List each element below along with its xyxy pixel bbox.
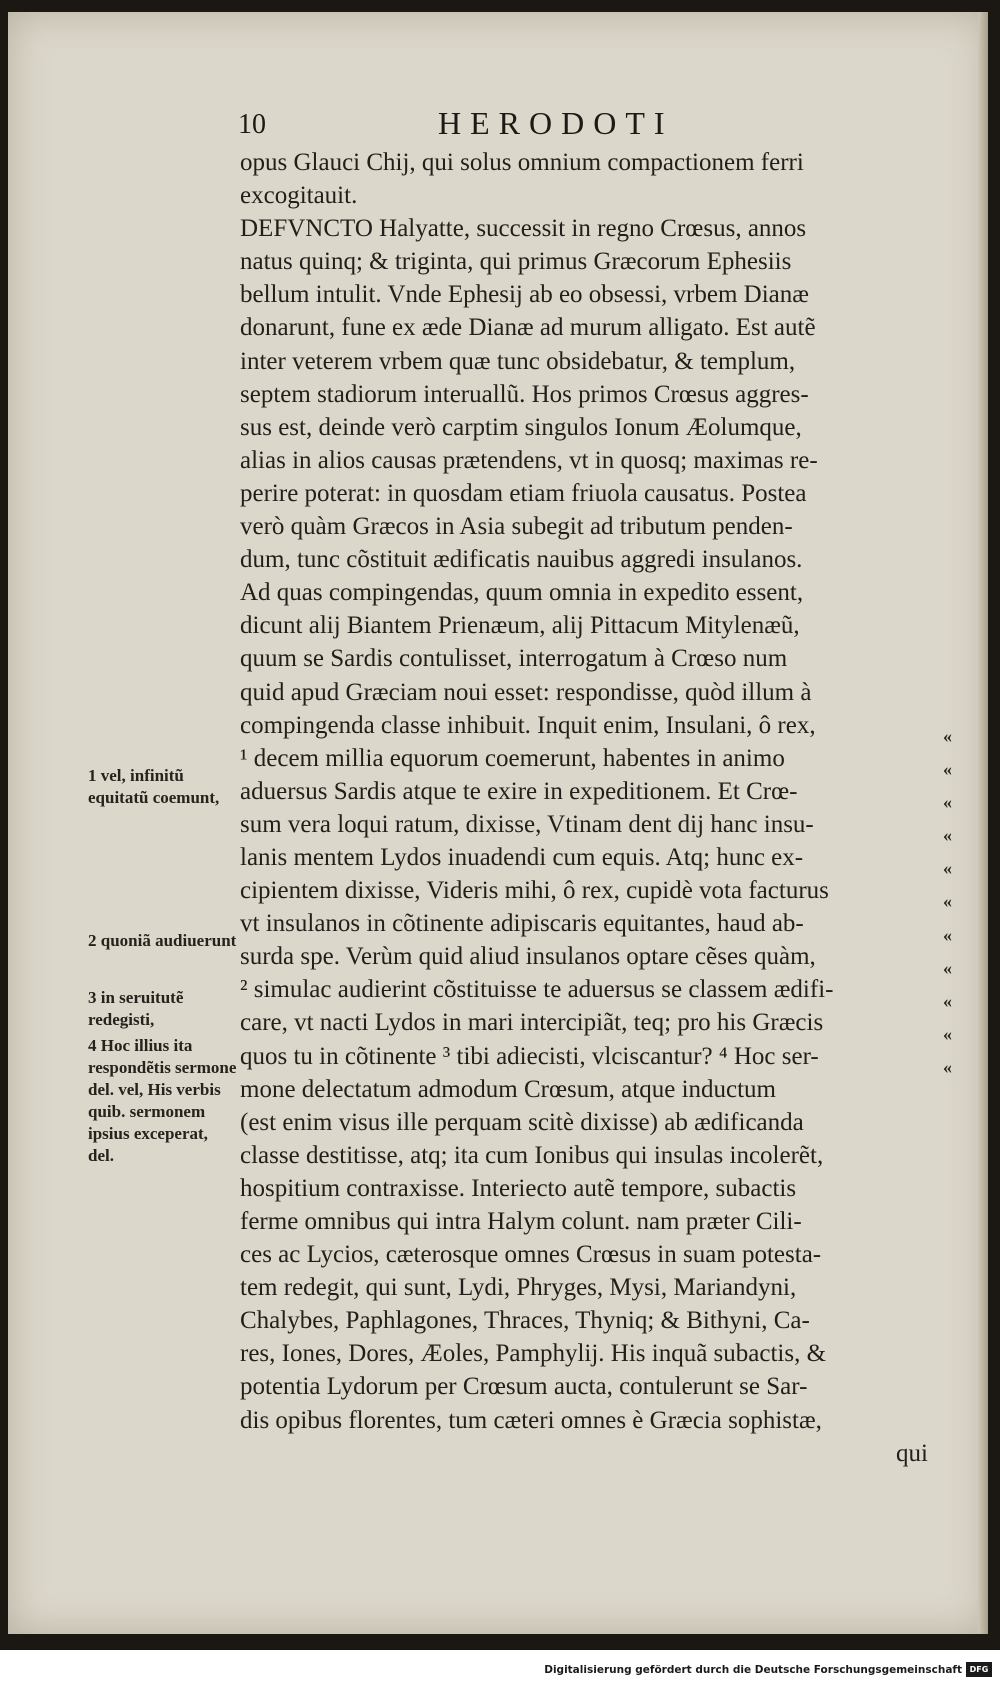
text-line: compingenda classe inhibuit. Inquit enim, Insulani, ô rex,: [240, 711, 816, 739]
quotation-marks-column: [943, 720, 963, 1084]
text-line: vt insulanos in cõtinente adipiscaris equitantes, haud ab-: [240, 910, 804, 938]
margin-note-1: 1 vel, infinitũ equitatũ coemunt,: [88, 766, 220, 807]
text-line: excogitauit.: [240, 182, 358, 210]
page-edge: [978, 12, 988, 1634]
text-line: potentia Lydorum per Crœsum aucta, contulerunt se Sar-: [240, 1373, 808, 1401]
quotation-mark: «: [943, 924, 952, 945]
text-line: lanis mentem Lydos inuadendi cum equis. Atq; hunc ex-: [240, 843, 804, 871]
text-line: inter veterem vrbem quæ tunc obsidebatur, & templum,: [240, 347, 796, 375]
text-line: classe destitisse, atq; ita cum Ionibus qui insulas incolerẽt,: [240, 1141, 824, 1169]
text-line: aduersus Sardis atque te exire in expeditionem. Et Crœ-: [240, 777, 798, 805]
text-line: surda spe. Verùm quid aliud insulanos optare cẽses quàm,: [240, 943, 816, 971]
quotation-mark: «: [943, 957, 952, 978]
margin-note-3: 3 in seruitutẽ redegisti,: [88, 988, 184, 1029]
text-line: cipientem dixisse, Videris mihi, ô rex, cupidè vota facturus: [240, 877, 829, 905]
main-text-block: [240, 146, 940, 1470]
text-line: septem stadiorum interuallũ. Hos primos Crœsus aggres-: [240, 380, 809, 408]
margin-note-2: 2 quoniã audiuerunt: [88, 931, 237, 950]
text-line: DEFVNCTO Halyatte, successit in regno Crœsus, annos: [240, 215, 807, 243]
footer-bar: [0, 1656, 1000, 1684]
text-line: ¹ decem millia equorum coemerunt, habentes in animo: [240, 744, 785, 772]
text-line: res, Iones, Dores, Æoles, Pamphylij. His inquã subactis, &: [240, 1340, 827, 1368]
quotation-mark: «: [943, 792, 952, 813]
text-line: bellum intulit. Vnde Ephesij ab eo obsessi, vrbem Dianæ: [240, 281, 809, 309]
quotation-mark: «: [943, 726, 952, 746]
text-line: care, vt nacti Lydos in mari intercipiãt, teq; pro his Græcis: [240, 1009, 824, 1037]
text-line: ferme omnibus qui intra Halym colunt. nam præter Cili-: [240, 1208, 802, 1235]
text-line: perire poterat: in quosdam etiam friuola causatus. Postea: [240, 479, 807, 507]
funding-credit: Digitalisierung gefördert durch die Deutsche Forschungsgemeinschaft: [544, 1664, 962, 1676]
text-line: donarunt, fune ex æde Dianæ ad murum alligato. Est autẽ: [240, 314, 816, 342]
running-title: HERODOTI: [438, 105, 674, 141]
quotation-mark: «: [943, 891, 952, 912]
text-line: ² simulac audierint cõstituisse te aduersus se classem ædifi-: [240, 976, 834, 1004]
quotation-mark: «: [943, 1023, 952, 1044]
text-line: dis opibus florentes, tum cæteri omnes è Græcia sophistæ,: [240, 1406, 822, 1434]
page-number: 10: [238, 109, 266, 140]
text-line: Chalybes, Paphlagones, Thraces, Thyniq; & Bithyni, Ca-: [240, 1307, 810, 1335]
running-head: [230, 105, 950, 139]
text-line: quum se Sardis contulisset, interrogatum à Crœso num: [240, 645, 788, 673]
margin-note-4: 4 Hoc illius ita respondẽtis sermone del. vel, His verbis quib. sermonem ipsius exceperat, del.: [88, 1036, 237, 1165]
text-line: opus Glauci Chij, qui solus omnium compactionem ferri: [240, 149, 804, 176]
quotation-mark: «: [943, 759, 952, 780]
text-line: ces ac Lycios, cæterosque omnes Crœsus in suam potesta-: [240, 1241, 822, 1269]
text-line: natus quinq; & triginta, qui primus Græcorum Ephesiis: [240, 248, 792, 276]
catchword: qui: [896, 1439, 928, 1467]
text-line: alias in alios causas prætendens, vt in quosq; maximas re-: [240, 446, 818, 474]
text-line: (est enim visus ille perquam scitè dixisse) ab ædificanda: [240, 1108, 804, 1136]
text-line: sum vera loqui ratum, dixisse, Vtinam dent dij hanc insu-: [240, 810, 814, 838]
text-line: quos tu in cõtinente ³ tibi adiecisti, vlciscantur? ⁴ Hoc ser-: [240, 1042, 819, 1070]
text-line: hospitium contraxisse. Interiecto autẽ tempore, subactis: [240, 1174, 797, 1202]
quotation-mark: «: [943, 825, 952, 846]
text-line: dicunt alij Biantem Prienæum, alij Pittacum Mitylenæũ,: [240, 612, 800, 640]
quotation-mark: «: [943, 1056, 952, 1077]
text-line: Ad quas compingendas, quum omnia in expedito essent,: [240, 579, 804, 607]
dfg-logo-icon: DFG: [966, 1662, 992, 1677]
text-line: tem redegit, qui sunt, Lydi, Phryges, Mysi, Mariandyni,: [240, 1274, 797, 1302]
text-line: dum, tunc cõstituit ædificatis nauibus aggredi insulanos.: [240, 546, 803, 574]
quotation-mark: «: [943, 990, 952, 1011]
text-line: mone delectatum admodum Crœsum, atque inductum: [240, 1075, 776, 1103]
quotation-mark: «: [943, 858, 952, 879]
text-line: verò quàm Græcos in Asia subegit ad tributum penden-: [240, 513, 793, 541]
text-line: quid apud Græciam noui esset: respondisse, quòd illum à: [240, 678, 812, 706]
text-line: sus est, deinde verò carptim singulos Ionum Æolumque,: [240, 413, 802, 441]
